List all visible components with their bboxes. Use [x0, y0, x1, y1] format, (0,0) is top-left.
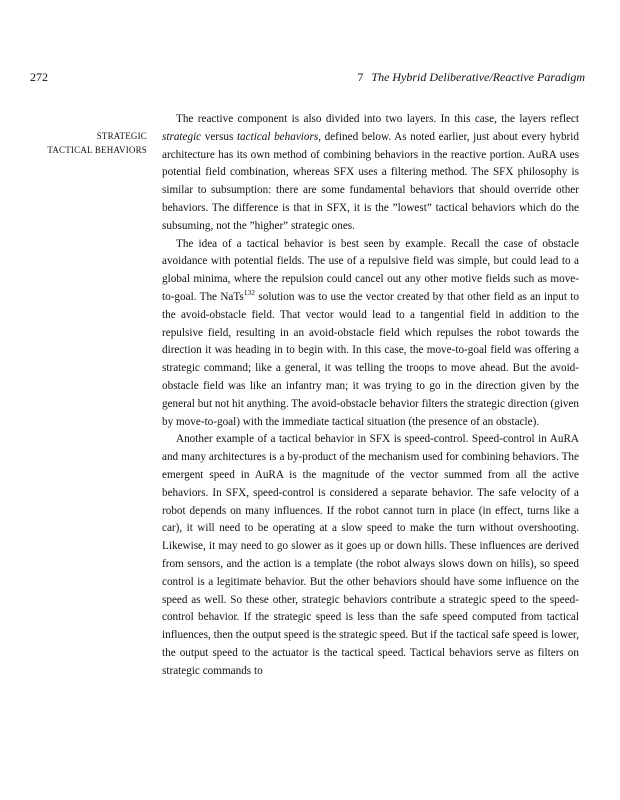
paragraph-1-text-a: The reactive component is also divided into two layers. In this case, the layers reflect [176, 113, 579, 125]
paragraph-1 [162, 111, 579, 236]
chapter-header [357, 70, 585, 85]
page-number: 272 [30, 70, 48, 84]
paragraph-1-text-c: , defined below. As noted earlier, just about every hybrid architecture has its own method of combining behaviors in the reactive portion. AuRA uses potential field combination, whereas SFX uses a filtering method. The SFX philosophy is similar to subsumption: there are some fundamental behaviors that should override other behaviors. The difference is that in SFX, it is the ”lowest” tactical behaviors which do the subsuming, not the ”higher” strategic ones. [162, 130, 579, 232]
body-text [162, 111, 579, 681]
paragraph-2-text-b: solution was to use the vector created by that other field as an input to the avoid-obstacle field. That vector would lead to a tangential field in addition to the repulsive field, resulting in an avoid-obstacle field which repulses the robot towards the direction it was heading in to begin with. In this case, the move-to-goal field was offering a strategic command; like a general, it was telling the troops to move ahead. But the avoid-obstacle field was like an infantry man; it was trying to go in the direction given by the general but not hit anything. The avoid-obstacle behavior filters the strategic direction (given by move-to-goal) with the immediate tactical situation (the presence of an obstacle). [162, 290, 579, 428]
paragraph-2-text-a: The idea of a tactical behavior is best seen by example. Recall the case of obstacle avoidance with potential fields. The use of a repulsive field was simple, but could lead to a global minima, where the repulsion could cancel out any other motive fields such as move-to-goal. The NaTs [162, 237, 579, 303]
paragraph-3: Another example of a tactical behavior in SFX is speed-control. Speed-control in AuRA and many architectures is a by-product of the mechanism used for combining behaviors. The emergent speed in AuRA is the magnitude of the vector summed from all the active behaviors. In SFX, speed-control is considered a separate behavior. The safe velocity of a robot depends on many influences. If the robot cannot turn in place (in effect, turns like a car), it will need to be operating at a slow speed to make the turn without overshooting. Likewise, it may need to go slower as it goes up or down hills. These influences are derived from sensors, and the action is a template (the robot always slows down on hills), so speed control is a legitimate behavior. But the other behaviors should have some influence on the speed as well. So these other, strategic behaviors contribute a strategic speed to the speed-control behavior. If the strategic speed is less than the safe speed computed from tactical influences, then the output speed is the strategic speed. But if the tactical safe speed is lower, the output speed to the actuator is the tactical speed. Tactical behaviors serve as filters on strategic commands to [162, 433, 579, 677]
margin-note-strategic: STRATEGIC [96, 131, 147, 141]
term-strategic: strategic [162, 130, 202, 143]
chapter-title: The Hybrid Deliberative/Reactive Paradigm [371, 70, 585, 84]
citation-ref: 132 [243, 287, 256, 297]
margin-notes [20, 129, 147, 157]
term-tactical-behaviors: tactical behaviors [236, 130, 319, 143]
margin-note-tactical-behaviors: TACTICAL BEHAVIORS [47, 145, 147, 155]
running-head [30, 70, 585, 88]
chapter-number: 7 [357, 70, 364, 84]
paragraph-1-text-b: versus [201, 130, 237, 143]
paragraph-2 [162, 236, 579, 432]
